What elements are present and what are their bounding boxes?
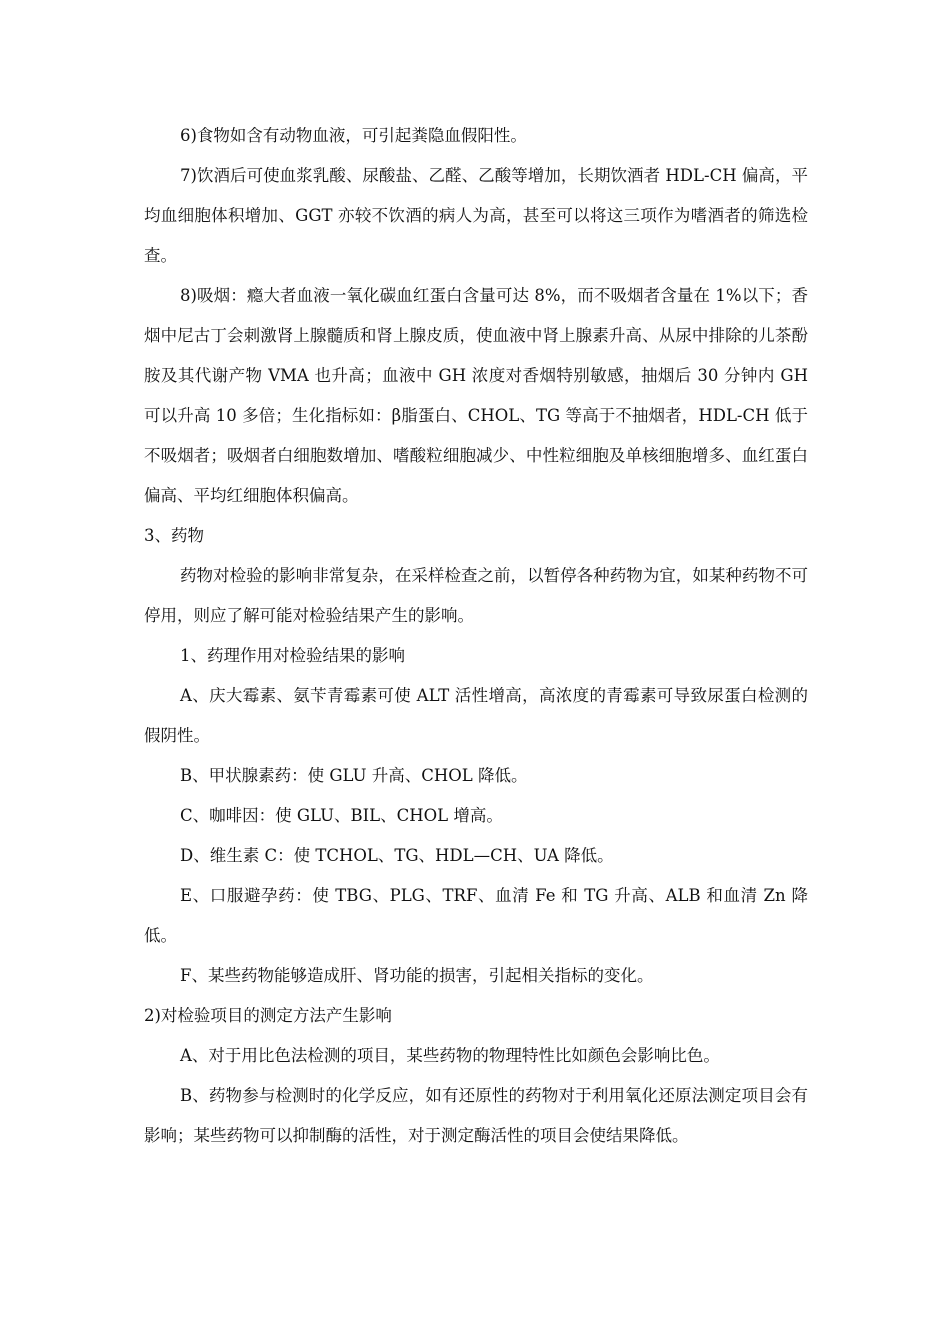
subheading-method-effects: 2)对检验项目的测定方法产生影响	[144, 1006, 392, 1025]
paragraph-drugs-intro: 药物对检验的影响非常复杂，在采样检查之前，以暂停各种药物为宜，如某种药物不可停用，则应了解可能对检验结果产生的影响。	[144, 566, 808, 625]
list-item-e-contraceptives: E、口服避孕药：使 TBG、PLG、TRF、血清 Fe 和 TG 升高、ALB 和血清 Zn 降低。	[144, 886, 808, 945]
list-item-a-colorimetry: A、对于用比色法检测的项目，某些药物的物理特性比如颜色会影响比色。	[180, 1046, 720, 1065]
document-page	[144, 116, 808, 1156]
list-item-c-caffeine: C、咖啡因：使 GLU、BIL、CHOL 增高。	[180, 806, 503, 825]
list-item-d-vitamin-c: D、维生素 C：使 TCHOL、TG、HDL—CH、UA 降低。	[180, 846, 614, 865]
list-item-a-antibiotics: A、庆大霉素、氨苄青霉素可使 ALT 活性增高，高浓度的青霉素可导致尿蛋白检测的假阴性。	[144, 686, 808, 745]
section-heading-drugs: 3、药物	[144, 526, 204, 545]
list-item-f-organ-damage: F、某些药物能够造成肝、肾功能的损害，引起相关指标的变化。	[180, 966, 654, 985]
list-item-b-chemical-reaction: B、药物参与检测时的化学反应，如有还原性的药物对于利用氧化还原法测定项目会有影响；某些药物可以抑制酶的活性，对于测定酶活性的项目会使结果降低。	[144, 1086, 808, 1145]
subheading-pharmacology: 1、药理作用对检验结果的影响	[180, 646, 405, 665]
paragraph-food-blood: 6)食物如含有动物血液，可引起粪隐血假阳性。	[180, 126, 527, 145]
paragraph-smoking: 8)吸烟：瘾大者血液一氧化碳血红蛋白含量可达 8%，而不吸烟者含量在 1%以下；香烟中尼古丁会刺激肾上腺髓质和肾上腺皮质，使血液中肾上腺素升高、从尿中排除的儿茶酚胺及其代谢产物 VMA 也升高；血液中 GH 浓度对香烟特别敏感，抽烟后 30 分钟内 GH 可以升高 10 多倍；生化指标如：β脂蛋白、CHOL、TG 等高于不抽烟者，HDL-CH 低于不吸烟者；吸烟者白细胞数增加、嗜酸粒细胞减少、中性粒细胞及单核细胞增多、血红蛋白偏高、平均红细胞体积偏高。	[144, 286, 808, 505]
paragraph-alcohol: 7)饮酒后可使血浆乳酸、尿酸盐、乙醛、乙酸等增加，长期饮酒者 HDL-CH 偏高，平均血细胞体积增加、GGT 亦较不饮酒的病人为高，甚至可以将这三项作为嗜酒者的筛选检查。	[144, 166, 808, 265]
list-item-b-thyroxine: B、甲状腺素药：使 GLU 升高、CHOL 降低。	[180, 766, 528, 785]
